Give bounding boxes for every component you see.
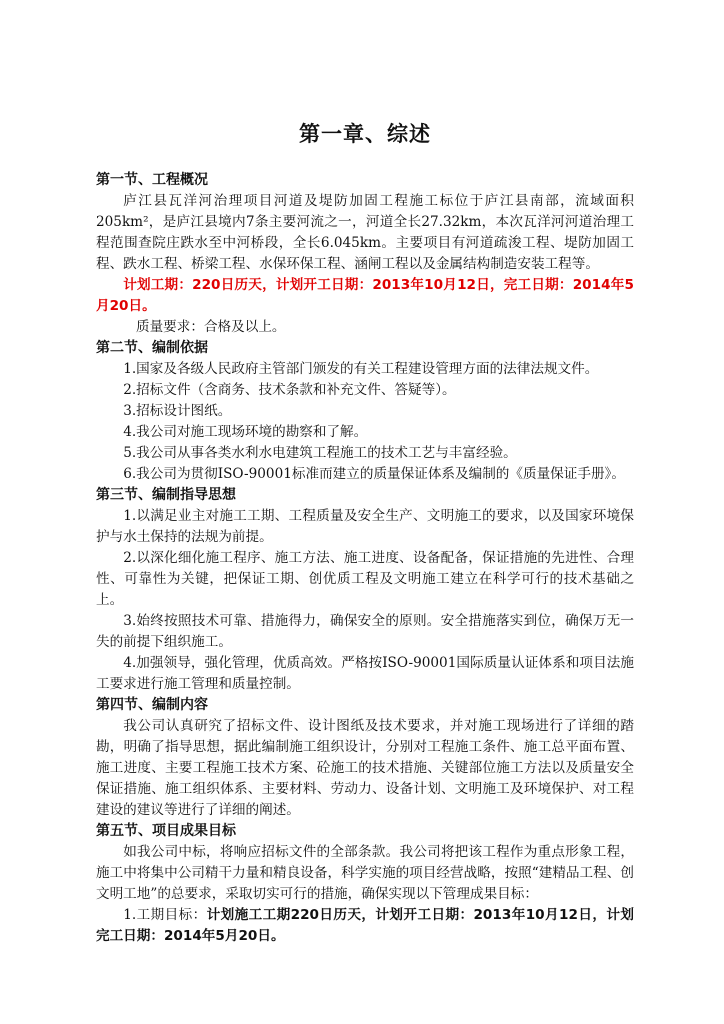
content-paragraph: 我公司认真研究了招标文件、设计图纸及技术要求，并对施工现场进行了详细的踏勘，明确了指导思想，据此编制施工组织设计，分别对工程施工条件、施工总平面布置、施工进度、主要工程施工技术方案、砼施工的技术措施、关键部位施工方法以及质量安全保证措施、施工组织体系、主要材料、劳动力、设备计划、文明施工及环境保护、对工程建设的建议等进行了详细的阐述。 — [96, 718, 634, 818]
section-goals — [96, 821, 634, 947]
list-item: 2.招标文件（含商务、技术条款和补充文件、答疑等）。 — [123, 382, 456, 398]
goals-paragraph: 如我公司中标，将响应招标文件的全部条款。我公司将把该工程作为重点形象工程，施工中将集中公司精干力量和精良设备，科学实施的项目经营战略，按照“建精品工程、创文明工地”的总要求，采取切实可行的措施，确保实现以下管理成果目标： — [96, 844, 634, 902]
section-heading: 第一节、工程概况 — [96, 172, 208, 188]
section-heading: 第五节、项目成果目标 — [96, 823, 236, 839]
list-item: 2.以深化细化施工程序、施工方法、施工进度、设备配备，保证措施的先进性、合理性、可靠性为关键，把保证工期、创优质工程及文明施工建立在科学可行的技术基础之上。 — [96, 550, 634, 608]
list-item: 1.国家及各级人民政府主管部门颁发的有关工程建设管理方面的法律法规文件。 — [123, 361, 599, 377]
list-item: 3.招标设计图纸。 — [123, 403, 232, 419]
goal-prefix: 1.工期目标： — [123, 907, 207, 923]
list-item: 3.始终按照技术可靠、措施得力，确保安全的原则。安全措施落实到位，确保万无一失的前提下组织施工。 — [96, 613, 634, 650]
list-item: 5.我公司从事各类水利水电建筑工程施工的技术工艺与丰富经验。 — [123, 445, 517, 461]
schedule-goal — [96, 905, 634, 947]
section-basis — [96, 338, 634, 485]
section-content — [96, 695, 634, 821]
goal-text: 计划施工工期220日历天，计划开工日期：2013年10月12日，计划完工日期：2014年5月20日。 — [96, 907, 634, 944]
section-guiding-ideas — [96, 485, 634, 695]
list-item: 4.我公司对施工现场环境的勘察和了解。 — [123, 424, 368, 440]
section-heading: 第二节、编制依据 — [96, 340, 208, 356]
section-overview — [96, 170, 634, 338]
section-heading: 第三节、编制指导思想 — [96, 487, 236, 503]
schedule-paragraph: 计划工期：220日历天，计划开工日期：2013年10月12日，完工日期：2014年5月20日。 — [96, 277, 634, 314]
list-item: 6.我公司为贯彻ISO-90001标准而建立的质量保证体系及编制的《质量保证手册》。 — [123, 466, 625, 482]
section-heading: 第四节、编制内容 — [96, 697, 208, 713]
chapter-title: 第一章、综述 — [299, 122, 431, 146]
quality-requirement: 质量要求：合格及以上。 — [136, 319, 286, 335]
list-item: 1.以满足业主对施工工期、工程质量及安全生产、文明施工的要求，以及国家环境保护与水土保持的法规为前提。 — [96, 508, 634, 545]
overview-paragraph: 庐江县瓦洋河治理项目河道及堤防加固工程施工标位于庐江县南部，流域面积205km²，是庐江县境内7条主要河流之一，河道全长27.32km，本次瓦洋河河道治理工程范围查院庄跌水至中河桥段，全长6.045km。主要项目有河道疏浚工程、堤防加固工程、跌水工程、桥梁工程、水保环保工程、涵闸工程以及金属结构制造安装工程等。 — [96, 193, 634, 272]
list-item: 4.加强领导，强化管理，优质高效。严格按ISO-90001国际质量认证体系和项目法施工要求进行施工管理和质量控制。 — [96, 655, 634, 692]
